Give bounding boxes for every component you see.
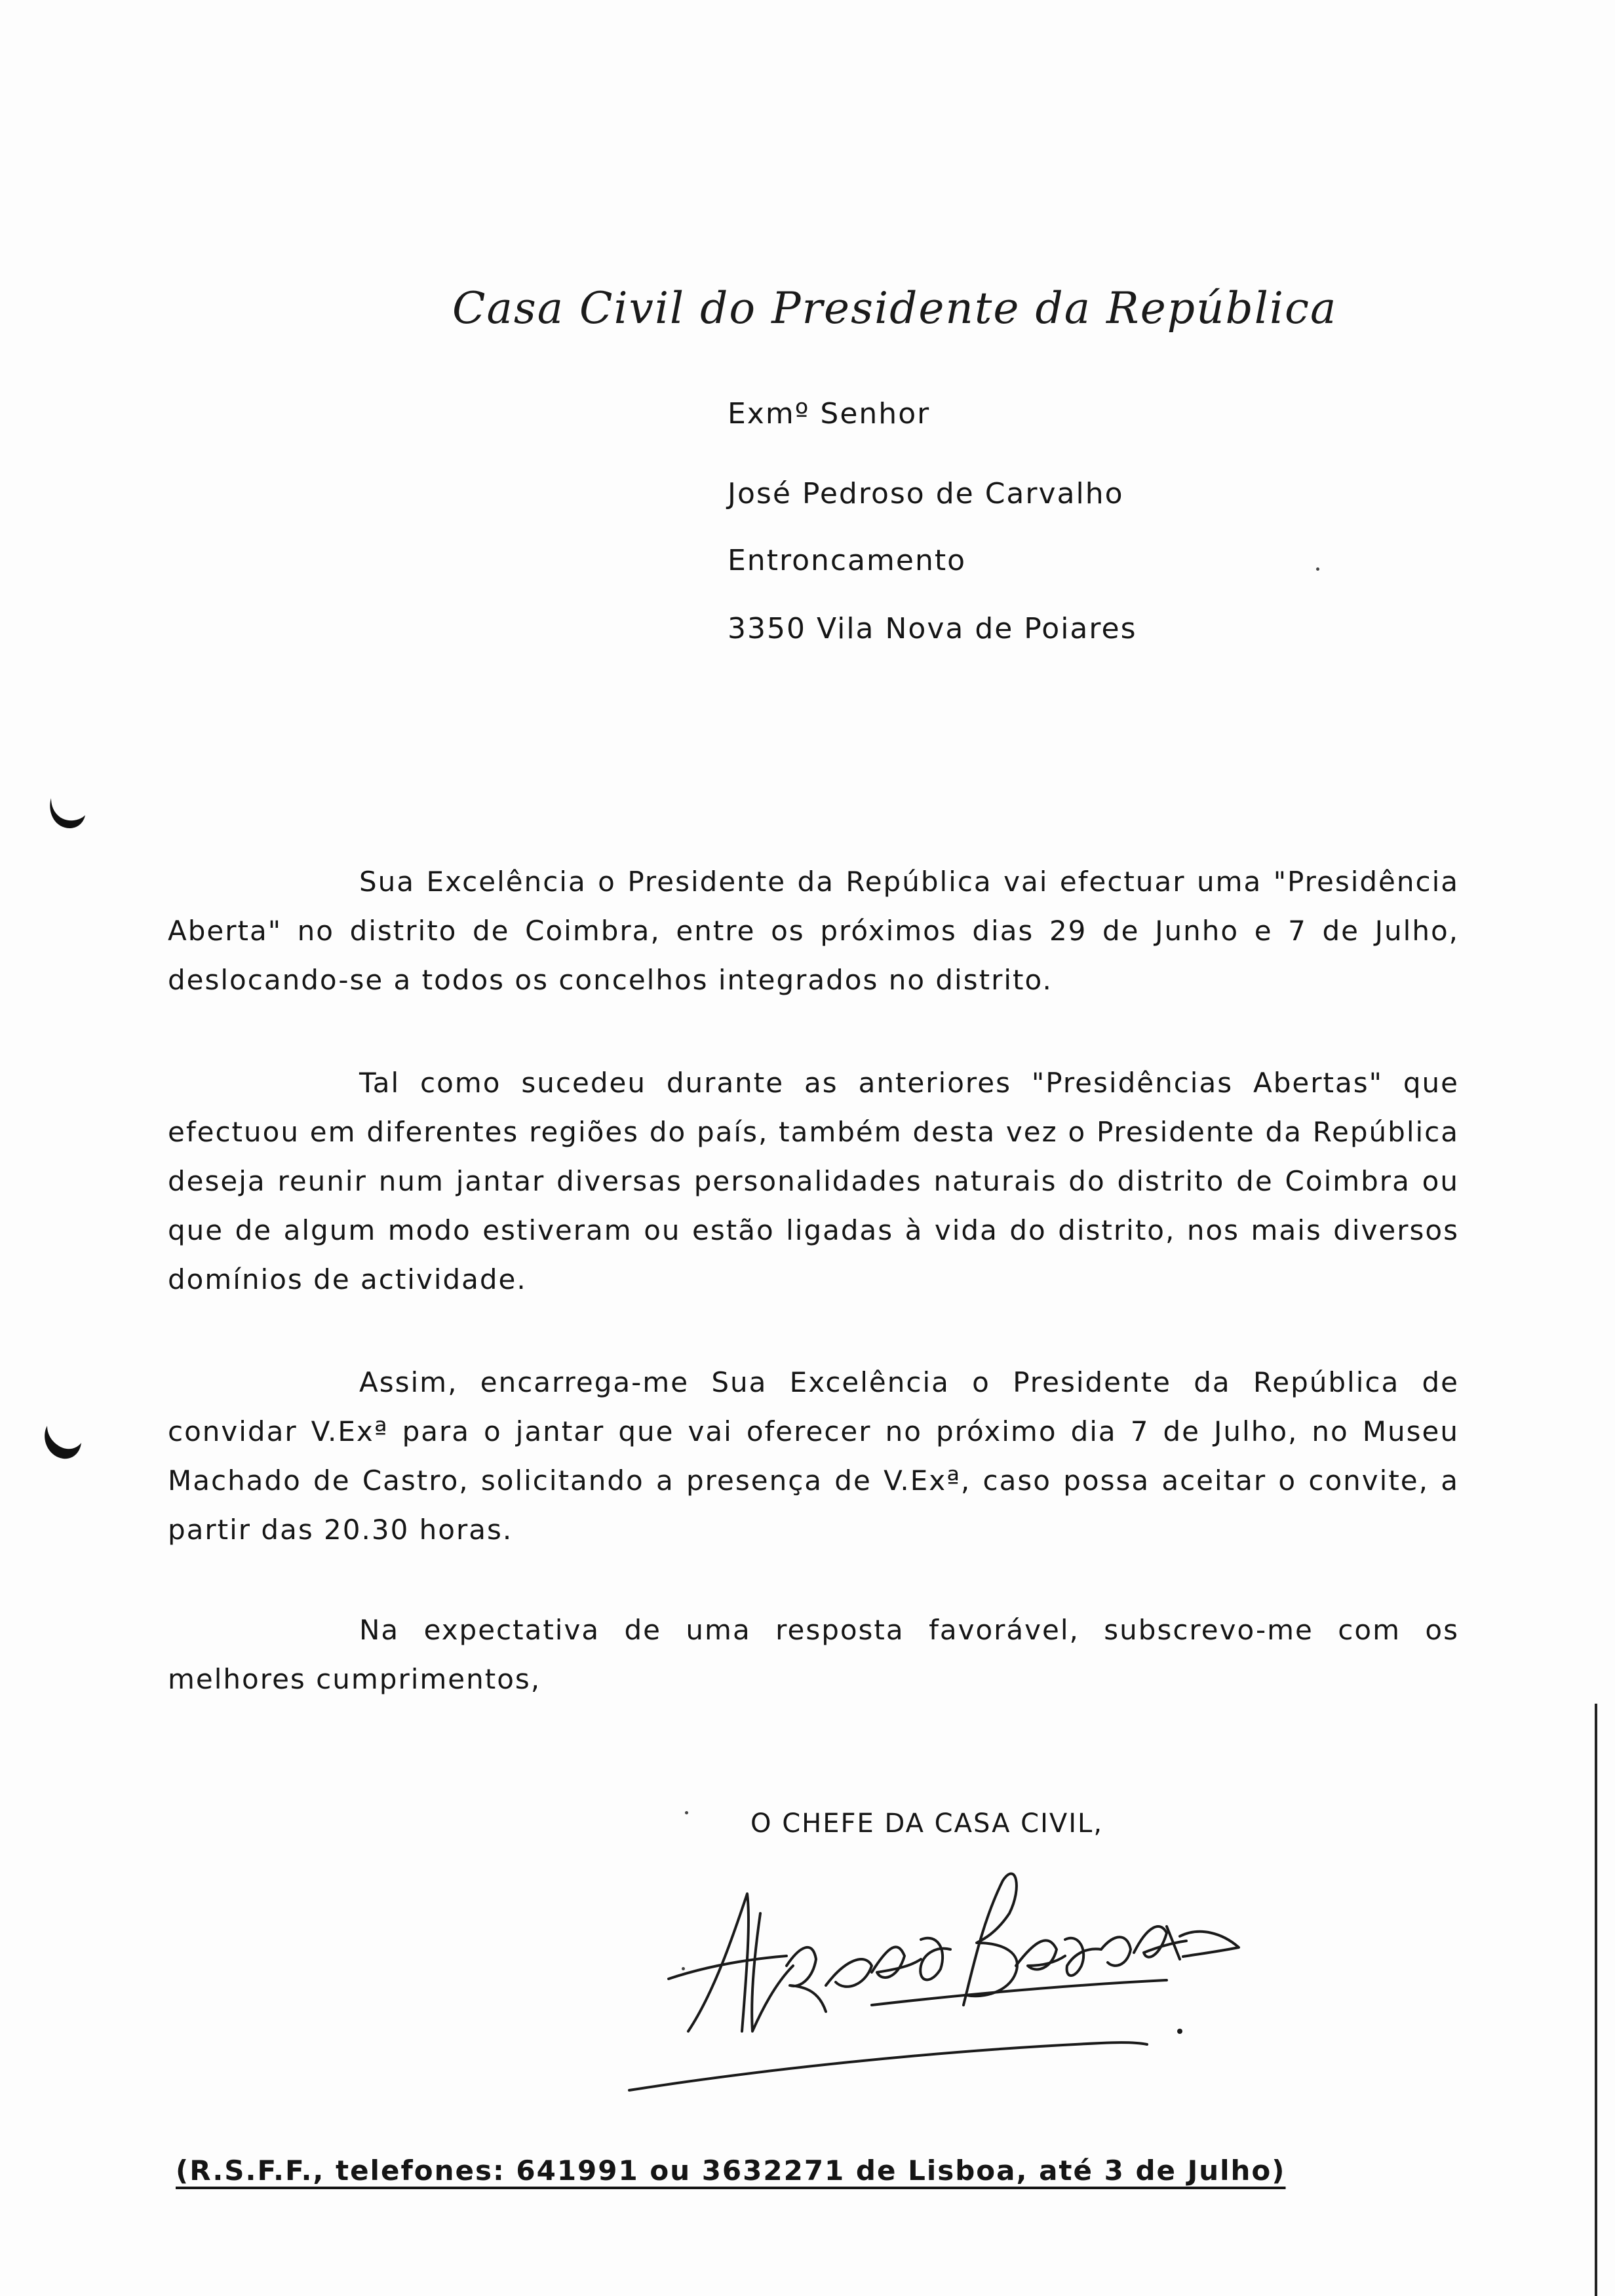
recipient-street: Entroncamento <box>728 544 967 577</box>
paragraph-4: Na expectativa de uma resposta favorável, subscrevo-me com os melhores cumprimentos, <box>168 1614 1459 1695</box>
paragraph-1: Sua Excelência o Presidente da República vai efectuar uma "Presidência Aberta" no distrito de Coimbra, entre os próximos dias 29 de Junho e 7 de Julho, deslocando-se a todos os concelhos integrados no distrito. <box>168 866 1459 996</box>
paragraph-3: Assim, encarrega-me Sua Excelência o Presidente da República de convidar V.Exª para o jantar que vai oferecer no próximo dia 7 de Julho, no Museu Machado de Castro, solicitando a presença de V.Exª, caso possa aceitar o convite, a partir das 20.30 horas. <box>168 1366 1459 1546</box>
paper-speck <box>685 1811 688 1814</box>
punch-hole-mark-icon <box>46 792 87 832</box>
paper-speck <box>1316 567 1319 571</box>
footer-note: (R.S.F.F., telefones: 641991 ou 3632271 de Lisboa, até 3 de Julho) <box>176 2154 1286 2187</box>
page-edge-line <box>1594 1704 1598 2296</box>
signoff: O CHEFE DA CASA CIVIL, <box>750 1808 1104 1839</box>
recipient-name: José Pedroso de Carvalho <box>728 477 1124 510</box>
paragraph-2: Tal como sucedeu durante as anteriores "Presidências Abertas" que efectuou em diferentes regiões do país, também desta vez o Presidente da República deseja reunir num jantar diversas personalidades naturais do distrito de Coimbra ou que de algum modo estiveram ou estão ligadas à vida do distrito, nos mais diversos domínios de actividade. <box>168 1067 1459 1295</box>
recipient-salutation: Exmº Senhor <box>728 397 931 430</box>
paper-speck <box>682 1967 685 1970</box>
recipient-city: 3350 Vila Nova de Poiares <box>728 612 1137 645</box>
letterhead: Casa Civil do Presidente da República <box>452 283 1338 334</box>
handwritten-signature <box>590 1835 1278 2097</box>
punch-hole-mark-icon <box>41 1422 81 1463</box>
